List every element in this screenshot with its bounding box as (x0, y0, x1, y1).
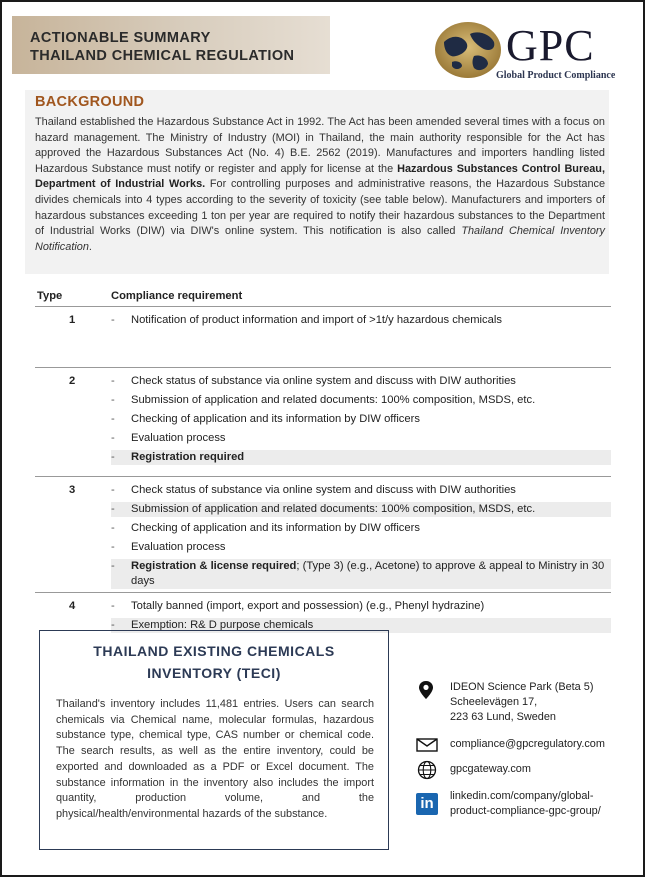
table-header (35, 285, 611, 307)
list-item: - Exemption: R& D purpose chemicals (111, 618, 611, 633)
globe-logo-icon (434, 20, 504, 80)
list-item: - Evaluation process (111, 540, 611, 555)
list-item: - Submission of application and related documents: 100% composition, MSDS, etc. (111, 393, 611, 408)
page (2, 2, 643, 875)
title-line-1: ACTIONABLE SUMMARY (30, 30, 211, 46)
teci-title (40, 640, 388, 684)
list-item: - Submission of application and related documents: 100% composition, MSDS, etc. (111, 502, 611, 517)
list-item: - Totally banned (import, export and possession) (e.g., Phenyl hydrazine) (111, 599, 611, 614)
location-pin-icon (418, 680, 434, 700)
title-line-2: THAILAND CHEMICAL REGULATION (30, 48, 295, 64)
background-text-1: Thailand established the Hazardous Substance Act in 1992. The Act has been amended several times with a focus on hazard management. The Ministry of Industry (MOI) in Thailand, the main authority responsible for the Act has approved the Hazardous Substances Act (No. 4) B.E. 2562 (2019). Manufactures and importers handling listed Hazardous Substance must notify or register and apply for license at the (35, 116, 605, 175)
email-link[interactable]: compliance@gpcregulatory.com (450, 738, 605, 750)
background-text-italic: Thailand Chemical Inventory Notification (35, 225, 605, 253)
background-paragraph (35, 115, 605, 255)
list-item-bold (111, 450, 611, 465)
background-text-end: . (88, 240, 92, 253)
address-text (450, 680, 593, 725)
compliance-table (35, 285, 611, 646)
list-item (111, 559, 611, 589)
linkedin-line-1: linkedin.com/company/global- (450, 790, 594, 802)
table-row-type-2 (35, 368, 611, 477)
address-line-3: 223 63 Lund, Sweden (450, 711, 556, 723)
list-item: - Evaluation process (111, 431, 611, 446)
header-type: Type (37, 289, 63, 302)
requirement-list (111, 477, 611, 592)
teci-box (39, 630, 389, 850)
header-requirement: Compliance requirement (111, 289, 243, 302)
background-text-2: For controlling purposes and administrative reasons, the Hazardous Substance divides chemicals into 4 types according to the severity of toxicity (see table below). Manufacturers and importers of hazardous substances exceeding 1 ton per year are required to notify their hazardous substances to the Department of Industrial Works (DIW) via DIW's online system. This notification is also called (35, 178, 606, 238)
registration-license-text: Registration & license required (131, 560, 297, 572)
type-number: 2 (69, 375, 76, 387)
registration-license-rest: ; (Type 3) (e.g., Acetone) to approve & appeal to Ministry in 30 days (131, 560, 605, 587)
background-text-bold: Hazardous Substances Control Bureau, Department of Industrial Works. (35, 162, 605, 191)
address-line-2: Scheelevägen 17, (450, 696, 538, 708)
logo-text: GPC (506, 21, 595, 70)
type-number: 4 (69, 600, 76, 612)
list-item: - Checking of application and its information by DIW officers (111, 412, 611, 427)
linkedin-icon: in (416, 793, 438, 815)
title-banner (12, 16, 330, 74)
linkedin-link[interactable] (450, 789, 601, 819)
teci-title-line-1: THAILAND EXISTING CHEMICALS (93, 643, 335, 659)
list-item: - Check status of substance via online system and discuss with DIW authorities (111, 374, 611, 389)
type-number: 3 (69, 484, 76, 496)
linkedin-line-2: product-compliance-gpc-group/ (450, 805, 601, 817)
logo-subtitle: Global Product Compliance (496, 70, 616, 81)
teci-text: Thailand's inventory includes 11,481 entries. Users can search chemicals via Chemical name, molecular formulas, hazardous substance type, chemical type, CAS number or chemical code. The search results, as well as the entire inventory, could be exported and downloaded as a PDF or Excel document. The substance information in the inventory also includes the import quantity, production volume, and the physical/health/environmental hazards of the substance. (56, 698, 374, 820)
gpc-logo (434, 16, 634, 88)
type-number: 1 (69, 314, 76, 326)
background-heading: BACKGROUND (35, 94, 145, 110)
requirement-list (111, 307, 611, 367)
list-item: - Notification of product information and import of >1t/y hazardous chemicals (111, 313, 611, 328)
list-item: - Check status of substance via online system and discuss with DIW authorities (111, 483, 611, 498)
email-icon (416, 738, 438, 752)
table-row-type-1 (35, 307, 611, 368)
requirement-list (111, 368, 611, 476)
teci-title-line-2: INVENTORY (TECI) (147, 665, 281, 681)
list-item: - Checking of application and its information by DIW officers (111, 521, 611, 536)
website-link[interactable]: gpcgateway.com (450, 763, 531, 775)
table-row-type-3 (35, 477, 611, 593)
address-line-1: IDEON Science Park (Beta 5) (450, 681, 594, 693)
globe-icon (417, 760, 437, 780)
registration-required-text: Registration required (131, 451, 245, 463)
background-section (25, 90, 609, 274)
